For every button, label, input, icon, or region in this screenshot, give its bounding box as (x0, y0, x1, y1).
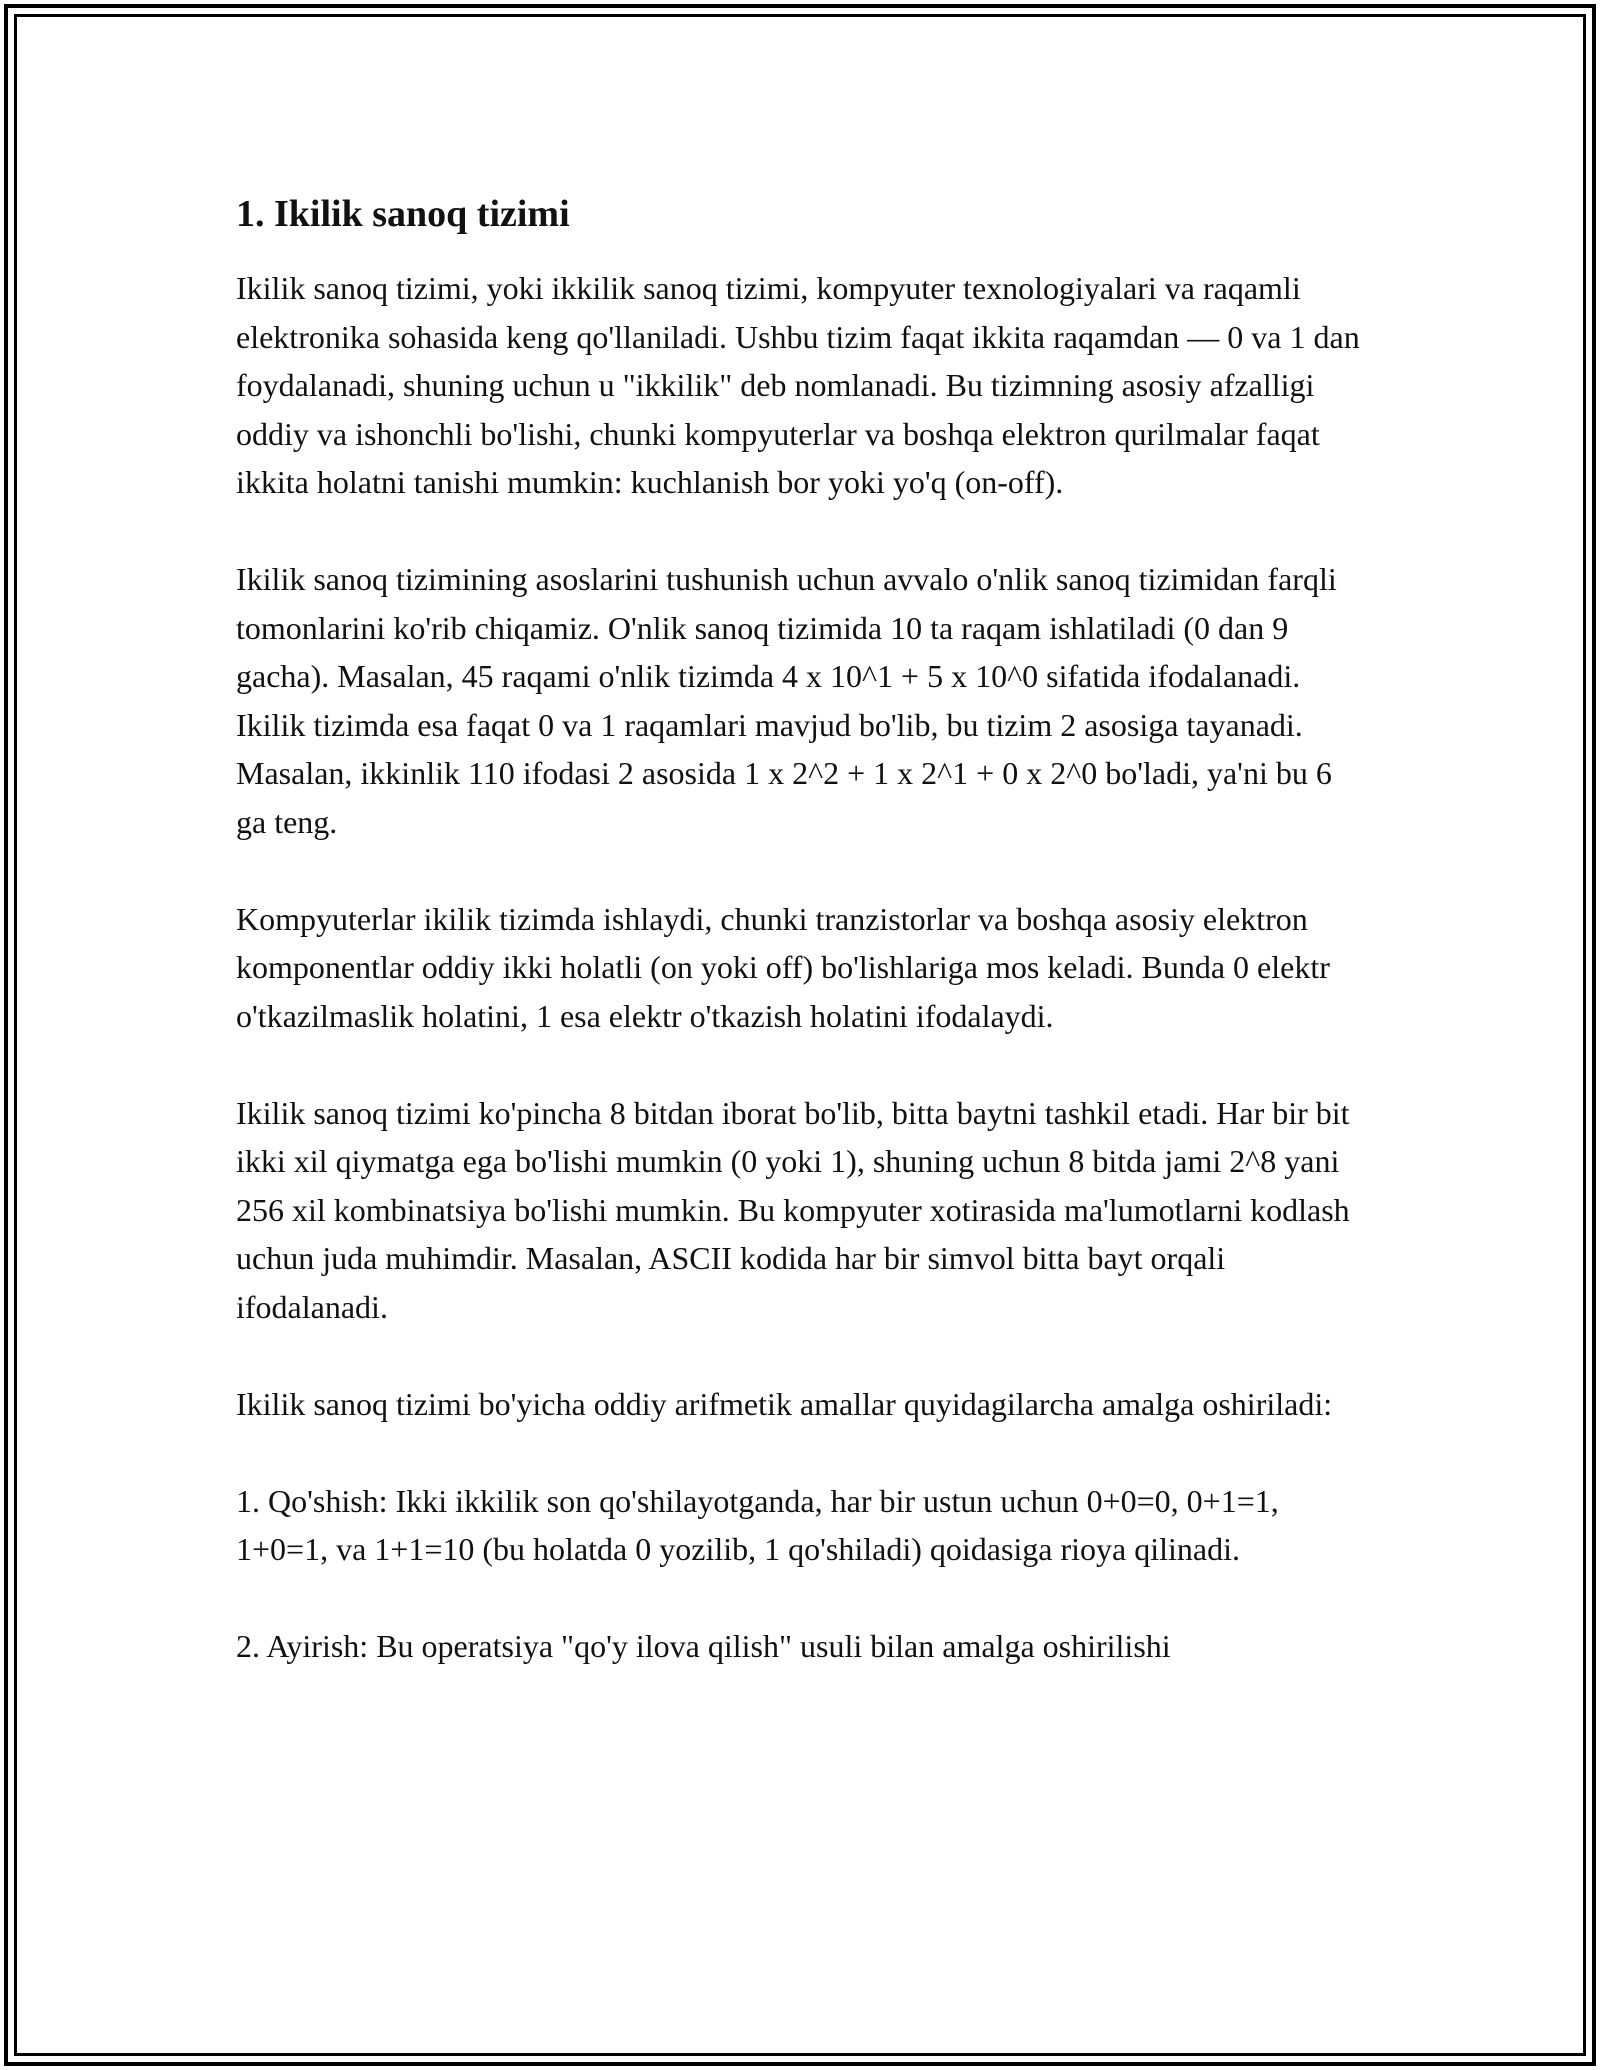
paragraph-bits-bytes: Ikilik sanoq tizimi ko'pincha 8 bitdan iborat bo'lib, bitta baytni tashkil etadi. Har bir bit ikki xil qiymatga ega bo'lishi mumkin (0 yoki 1), shuning uchun 8 bitda jami 2^8 yani 256 xil kombinatsiya bo'lishi mumkin. Bu kompyuter xotirasida ma'lumotlarni kodlash uchun juda muhimdir. Masalan, ASCII kodida har bir simvol bitta bayt orqali ifodalanadi. (236, 1094, 1350, 1325)
paragraph-addition: 1. Qo'shish: Ikki ikkilik son qo'shilayotganda, har bir ustun uchun 0+0=0, 0+1=1, 1+0=1, va 1+1=10 (bu holatda 0 yozilib, 1 qo'shiladi) qoidasiga rioya qilinadi. (236, 1482, 1279, 1567)
section-heading: 1. Ikilik sanoq tizimi (236, 193, 570, 235)
paragraph-computers: Kompyuterlar ikilik tizimda ishlaydi, chunki tranzistorlar va boshqa asosiy elektron komponentlar oddiy ikki holatli (on yoki off) bo'lishlariga mos keladi. Bunda 0 elektr o'tkazilmaslik holatini, 1 esa elektr o'tkazish holatini ifodalaydi. (236, 900, 1330, 1034)
paragraph-subtraction: 2. Ayirish: Bu operatsiya "qo'y ilova qilish" usuli bilan amalga oshirilishi (236, 1628, 1171, 1664)
document-body (236, 186, 1366, 1719)
paragraph-decimal-comparison: Ikilik sanoq tizimining asoslarini tushunish uchun avvalo o'nlik sanoq tizimidan farqli tomonlarini ko'rib chiqamiz. O'nlik sanoq tizimida 10 ta raqam ishlatiladi (0 dan 9 gacha). Masalan, 45 raqami o'nlik tizimda 4 x 10^1 + 5 x 10^0 sifatida ifodalanadi. Ikilik tizimda esa faqat 0 va 1 raqamlari mavjud bo'lib, bu tizim 2 asosiga tayanadi. Masalan, ikkinlik 110 ifodasi 2 asosida 1 x 2^2 + 1 x 2^1 + 0 x 2^0 bo'ladi, ya'ni bu 6 ga teng. (236, 561, 1337, 840)
paragraph-arithmetic-intro: Ikilik sanoq tizimi bo'yicha oddiy arifmetik amallar quyidagilarcha amalga oshiriladi: (236, 1385, 1333, 1422)
paragraph-intro: Ikilik sanoq tizimi, yoki ikkilik sanoq tizimi, kompyuter texnologiyalari va raqamli elektronika sohasida keng qo'llaniladi. Ushbu tizim faqat ikkita raqamdan — 0 va 1 dan foydalanadi, shuning uchun u "ikkilik" deb nomlanadi. Bu tizimning asosiy afzalligi oddiy va ishonchli bo'lishi, chunki kompyuterlar va boshqa elektron qurilmalar faqat ikkita holatni tanishi mumkin: kuchlanish bor yoki yo'q (on-off). (236, 270, 1360, 500)
